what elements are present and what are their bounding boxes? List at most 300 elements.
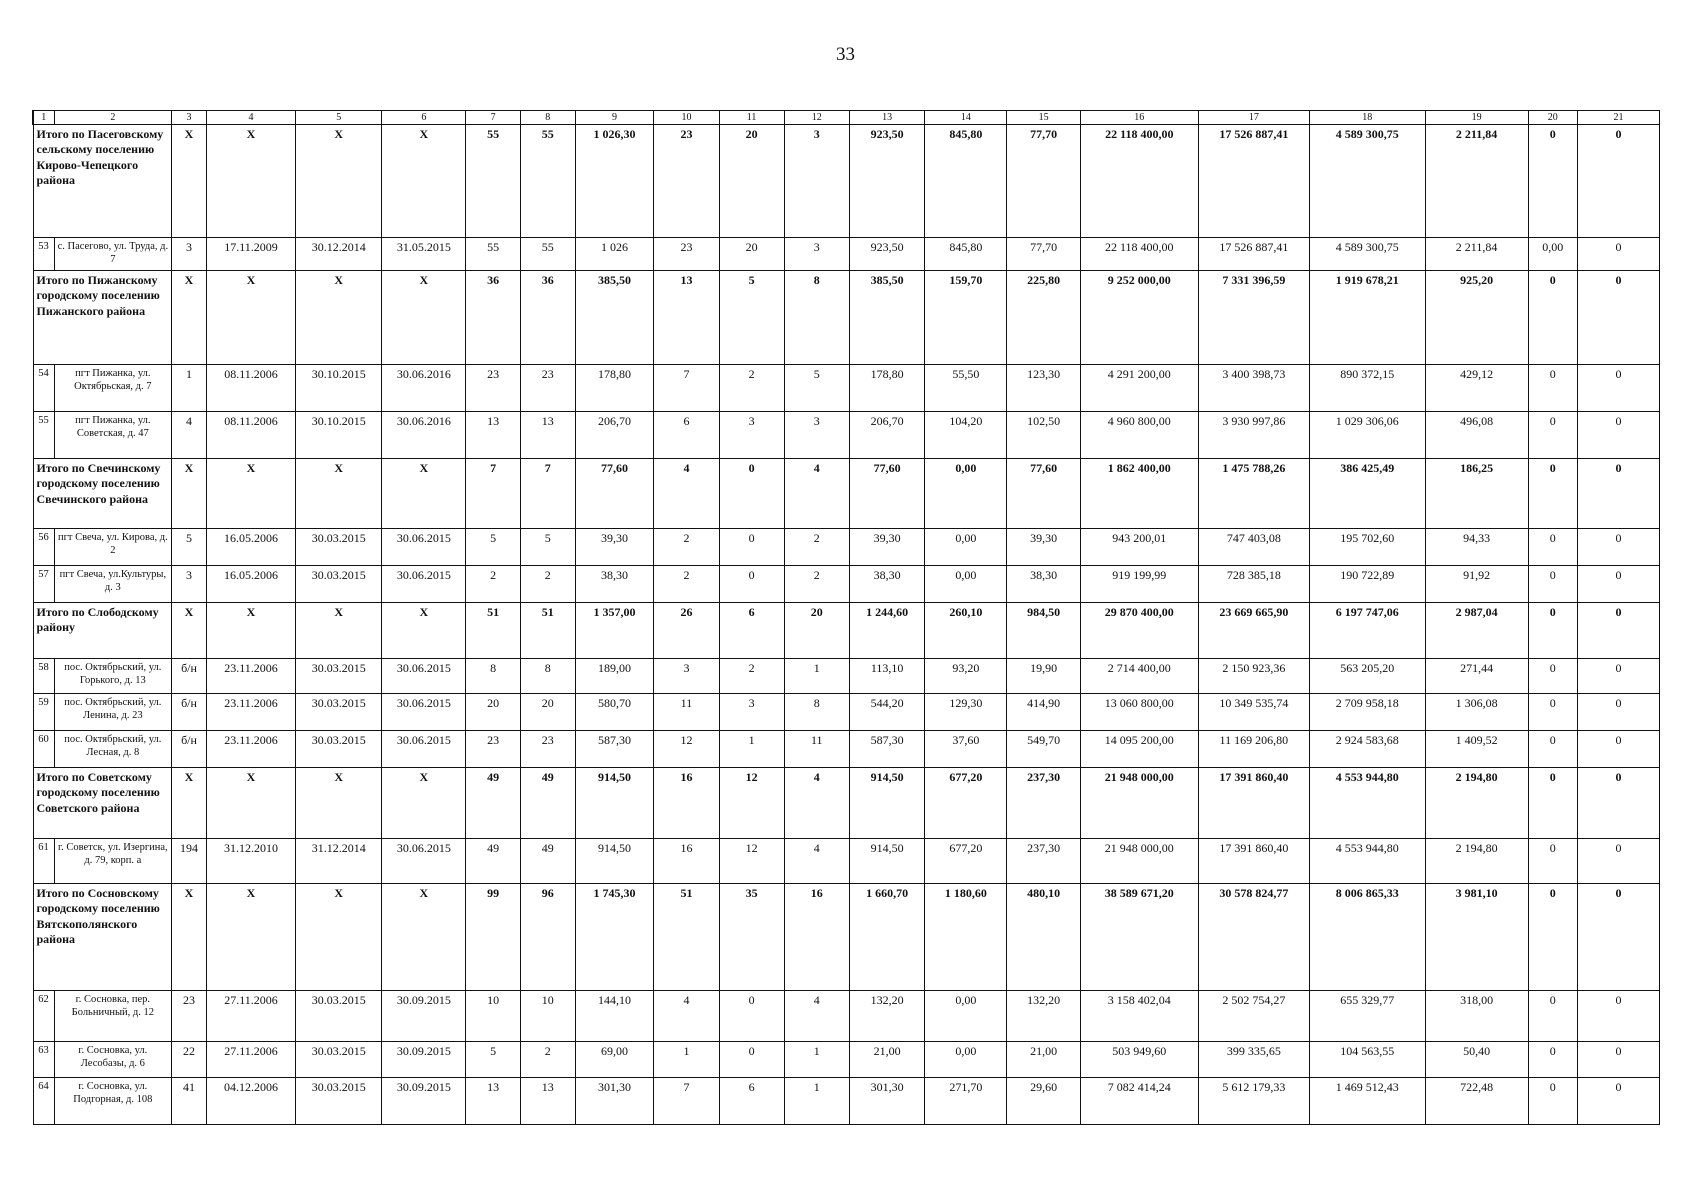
data-cell: 503 949,60 [1080,1042,1198,1078]
data-cell: 13 [466,412,521,459]
data-cell: 04.12.2006 [206,1078,295,1125]
data-cell: 49 [466,839,521,884]
data-cell: 549,70 [1007,731,1081,768]
data-cell: 77,60 [1007,459,1081,529]
column-number-cell: 2 [54,111,172,125]
data-cell: 194 [172,839,207,884]
data-cell: 4 [784,839,849,884]
data-cell: X [296,125,382,238]
data-cell: 41 [172,1078,207,1125]
data-cell: 0 [1528,365,1577,412]
data-cell: 0 [1528,694,1577,731]
data-cell: 3 [784,238,849,271]
data-cell: 29,60 [1007,1078,1081,1125]
data-cell: 10 [466,991,521,1042]
data-cell: 0 [1577,659,1659,694]
data-cell: 20 [784,603,849,659]
data-cell: 195 702,60 [1310,529,1426,566]
data-cell: 0,00 [1528,238,1577,271]
data-cell: 20 [719,125,784,238]
data-cell: 7 [466,459,521,529]
data-cell: 2 194,80 [1425,839,1528,884]
data-cell: 22 [172,1042,207,1078]
data-cell: 2 [654,566,719,603]
data-cell: 23 [654,125,719,238]
row-number: 59 [33,694,54,731]
data-cell: 1 357,00 [575,603,654,659]
table-row [33,839,1660,884]
data-cell: 55 [520,238,575,271]
data-cell: X [206,603,295,659]
data-cell: 1 409,52 [1425,731,1528,768]
data-cell: 5 [784,365,849,412]
data-cell: 914,50 [849,768,925,839]
address-cell: г. Сосновка, пер. Больничный, д. 12 [54,991,172,1042]
data-cell: 159,70 [925,271,1007,365]
data-cell: 178,80 [849,365,925,412]
data-cell: б/н [172,731,207,768]
data-cell: 0 [1577,271,1659,365]
data-cell: 0 [1528,1042,1577,1078]
address-cell: пос. Октябрьский, ул. Ленина, д. 23 [54,694,172,731]
address-cell: с. Пасегово, ул. Труда, д. 7 [54,238,172,271]
table-body [33,111,1660,1125]
data-cell: 91,92 [1425,566,1528,603]
data-cell: 0,00 [925,459,1007,529]
data-cell: 1 [784,1042,849,1078]
column-number-cell: 18 [1310,111,1426,125]
column-number-cell: 5 [296,111,382,125]
data-cell: 2 [466,566,521,603]
data-cell: X [296,884,382,991]
data-cell: 36 [466,271,521,365]
data-cell: 237,30 [1007,839,1081,884]
data-cell: 2 [719,659,784,694]
row-number: 55 [33,412,54,459]
column-number-cell: 19 [1425,111,1528,125]
data-cell: 4 553 944,80 [1310,768,1426,839]
data-cell: 38 589 671,20 [1080,884,1198,991]
data-cell: 0 [1577,459,1659,529]
data-cell: 5 [466,1042,521,1078]
data-cell: 0 [1528,659,1577,694]
data-cell: X [382,125,466,238]
data-cell: 1 026 [575,238,654,271]
column-number-cell: 16 [1080,111,1198,125]
data-cell: 544,20 [849,694,925,731]
data-cell: 0 [1577,768,1659,839]
column-number-cell: 6 [382,111,466,125]
data-cell: X [206,459,295,529]
data-cell: 14 095 200,00 [1080,731,1198,768]
data-cell: 55 [466,125,521,238]
data-cell: 186,25 [1425,459,1528,529]
data-cell: 38,30 [575,566,654,603]
data-cell: 747 403,08 [1198,529,1309,566]
data-cell: 0 [1528,459,1577,529]
column-number-cell: 3 [172,111,207,125]
data-cell: 31.12.2010 [206,839,295,884]
data-cell: 0 [1528,731,1577,768]
data-cell: 13 [520,412,575,459]
data-cell: X [172,884,207,991]
data-cell: 0 [1577,412,1659,459]
data-cell: 206,70 [575,412,654,459]
data-cell: 1 919 678,21 [1310,271,1426,365]
data-cell: 10 349 535,74 [1198,694,1309,731]
data-cell: 22 118 400,00 [1080,238,1198,271]
data-cell: 4 [654,459,719,529]
data-cell: 30.06.2016 [382,365,466,412]
data-cell: 0 [1577,1078,1659,1125]
data-cell: 0 [1528,566,1577,603]
data-cell: 1 029 306,06 [1310,412,1426,459]
subtotal-row [33,884,1660,991]
data-cell: 0 [1528,839,1577,884]
data-cell: 21,00 [1007,1042,1081,1078]
data-cell: 1 026,30 [575,125,654,238]
data-cell: 49 [520,768,575,839]
data-cell: 1 660,70 [849,884,925,991]
data-cell: 2 502 754,27 [1198,991,1309,1042]
data-cell: 0 [1528,603,1577,659]
table-row [33,1042,1660,1078]
data-cell: 8 [784,271,849,365]
data-cell: 722,48 [1425,1078,1528,1125]
data-cell: 17 526 887,41 [1198,238,1309,271]
data-cell: 2 [719,365,784,412]
data-cell: 17 391 860,40 [1198,839,1309,884]
data-cell: 385,50 [575,271,654,365]
data-cell: 30.06.2015 [382,659,466,694]
data-cell: 1 469 512,43 [1310,1078,1426,1125]
housing-program-table [32,110,1660,1125]
data-cell: 5 [172,529,207,566]
data-cell: 1 475 788,26 [1198,459,1309,529]
data-cell: 3 400 398,73 [1198,365,1309,412]
column-number-row [33,111,1660,125]
data-cell: 1 862 400,00 [1080,459,1198,529]
data-cell: 728 385,18 [1198,566,1309,603]
data-cell: 4 553 944,80 [1310,839,1426,884]
data-cell: 914,50 [575,839,654,884]
data-cell: X [382,271,466,365]
data-cell: X [172,271,207,365]
data-cell: 4 [784,991,849,1042]
column-number-cell: 8 [520,111,575,125]
row-number: 53 [33,238,54,271]
data-cell: 0 [1528,991,1577,1042]
data-cell: 39,30 [849,529,925,566]
data-cell: 13 [654,271,719,365]
data-cell: 77,70 [1007,238,1081,271]
data-cell: 7 [654,1078,719,1125]
address-cell: пос. Октябрьский, ул. Горького, д. 13 [54,659,172,694]
data-cell: 0,00 [925,529,1007,566]
address-cell: пгт Свеча, ул.Культуры, д. 3 [54,566,172,603]
data-cell: б/н [172,694,207,731]
data-cell: 923,50 [849,238,925,271]
data-cell: 301,30 [849,1078,925,1125]
data-cell: 23.11.2006 [206,731,295,768]
subtotal-name: Итого по Пасеговскому сельскому поселению Кирово-Чепецкого района [33,125,172,238]
data-cell: 55 [520,125,575,238]
data-cell: X [382,459,466,529]
subtotal-name: Итого по Советскому городскому поселению Советского района [33,768,172,839]
data-cell: 0 [1577,694,1659,731]
table-row [33,529,1660,566]
row-number: 54 [33,365,54,412]
data-cell: 4 589 300,75 [1310,238,1426,271]
subtotal-row [33,271,1660,365]
data-cell: 2 150 923,36 [1198,659,1309,694]
data-cell: 1 745,30 [575,884,654,991]
data-cell: 1 [654,1042,719,1078]
data-cell: X [296,271,382,365]
data-cell: 50,40 [1425,1042,1528,1078]
data-cell: 3 981,10 [1425,884,1528,991]
data-cell: 925,20 [1425,271,1528,365]
data-cell: X [172,125,207,238]
data-cell: 23 [466,731,521,768]
address-cell: г. Сосновка, ул. Лесобазы, д. 6 [54,1042,172,1078]
data-cell: 20 [466,694,521,731]
data-cell: 30.03.2015 [296,731,382,768]
data-cell: 271,44 [1425,659,1528,694]
data-cell: 225,80 [1007,271,1081,365]
data-cell: 31.12.2014 [296,839,382,884]
table-row [33,566,1660,603]
data-cell: 16 [784,884,849,991]
data-cell: 0 [1577,1042,1659,1078]
data-cell: 429,12 [1425,365,1528,412]
data-cell: 38,30 [1007,566,1081,603]
data-cell: 1 [784,1078,849,1125]
data-cell: 2 709 958,18 [1310,694,1426,731]
data-cell: 655 329,77 [1310,991,1426,1042]
table-row [33,731,1660,768]
column-number-cell: 12 [784,111,849,125]
data-cell: 132,20 [1007,991,1081,1042]
address-cell: пгт Свеча, ул. Кирова, д. 2 [54,529,172,566]
data-cell: 9 252 000,00 [1080,271,1198,365]
data-cell: 480,10 [1007,884,1081,991]
subtotal-row [33,768,1660,839]
data-cell: 0 [719,1042,784,1078]
data-cell: 12 [719,839,784,884]
data-cell: 4 960 800,00 [1080,412,1198,459]
data-cell: 0 [1577,731,1659,768]
data-cell: 10 [520,991,575,1042]
data-cell: 37,60 [925,731,1007,768]
data-cell: 99 [466,884,521,991]
data-cell: 301,30 [575,1078,654,1125]
column-number-cell: 9 [575,111,654,125]
data-cell: 5 612 179,33 [1198,1078,1309,1125]
data-cell: 385,50 [849,271,925,365]
data-cell: 4 [172,412,207,459]
data-cell: 2 [654,529,719,566]
data-cell: 2 987,04 [1425,603,1528,659]
table-row [33,412,1660,459]
data-cell: 7 082 414,24 [1080,1078,1198,1125]
data-cell: 08.11.2006 [206,412,295,459]
data-cell: 271,70 [925,1078,1007,1125]
data-cell: 23 [466,365,521,412]
data-cell: 17.11.2009 [206,238,295,271]
data-cell: 104,20 [925,412,1007,459]
data-cell: 4 589 300,75 [1310,125,1426,238]
data-cell: 2 211,84 [1425,238,1528,271]
data-cell: X [296,768,382,839]
data-cell: 4 [654,991,719,1042]
data-cell: 0 [1577,566,1659,603]
subtotal-name: Итого по Пижанскому городскому поселению Пижанского района [33,271,172,365]
data-cell: 21 948 000,00 [1080,839,1198,884]
data-cell: 13 [520,1078,575,1125]
data-cell: 5 [466,529,521,566]
data-cell: 3 930 997,86 [1198,412,1309,459]
address-cell: пгт Пижанка, ул. Советская, д. 47 [54,412,172,459]
data-cell: X [206,125,295,238]
data-cell: 30.03.2015 [296,1078,382,1125]
data-cell: 20 [520,694,575,731]
data-cell: 12 [654,731,719,768]
column-number-cell: 13 [849,111,925,125]
column-number-cell: 21 [1577,111,1659,125]
data-cell: 580,70 [575,694,654,731]
data-cell: 16.05.2006 [206,566,295,603]
data-cell: 3 [719,694,784,731]
data-cell: X [382,884,466,991]
data-cell: 30.06.2015 [382,566,466,603]
data-cell: 914,50 [575,768,654,839]
data-cell: X [206,768,295,839]
data-cell: 30.10.2015 [296,412,382,459]
data-cell: 30.03.2015 [296,694,382,731]
data-cell: 20 [719,238,784,271]
table-row [33,365,1660,412]
data-cell: 0 [1577,529,1659,566]
data-cell: 3 [784,125,849,238]
data-cell: 4 [784,459,849,529]
data-cell: 21 948 000,00 [1080,768,1198,839]
row-number: 63 [33,1042,54,1078]
data-cell: 16 [654,839,719,884]
data-cell: 17 391 860,40 [1198,768,1309,839]
subtotal-name: Итого по Сосновскому городскому поселению Вятскополянского района [33,884,172,991]
subtotal-name: Итого по Слободскому району [33,603,172,659]
data-cell: 55,50 [925,365,1007,412]
data-cell: 984,50 [1007,603,1081,659]
data-cell: 30.06.2016 [382,412,466,459]
data-cell: 260,10 [925,603,1007,659]
data-cell: 27.11.2006 [206,991,295,1042]
data-cell: 13 [466,1078,521,1125]
data-cell: 3 [172,566,207,603]
data-cell: 845,80 [925,125,1007,238]
data-cell: 30.03.2015 [296,566,382,603]
data-cell: 30.03.2015 [296,529,382,566]
data-cell: 23.11.2006 [206,659,295,694]
data-cell: 26 [654,603,719,659]
data-cell: 0,00 [925,566,1007,603]
data-cell: 178,80 [575,365,654,412]
column-number-cell: 20 [1528,111,1577,125]
data-cell: 2 [520,566,575,603]
data-cell: 0 [719,459,784,529]
data-cell: 5 [719,271,784,365]
data-cell: 35 [719,884,784,991]
data-cell: 30.09.2015 [382,1042,466,1078]
data-cell: 30.03.2015 [296,659,382,694]
data-cell: 206,70 [849,412,925,459]
data-cell: 39,30 [1007,529,1081,566]
data-cell: 7 331 396,59 [1198,271,1309,365]
data-cell: 30.06.2015 [382,839,466,884]
row-number: 61 [33,839,54,884]
data-cell: 496,08 [1425,412,1528,459]
data-cell: 0 [1577,125,1659,238]
data-cell: 189,00 [575,659,654,694]
data-cell: 51 [466,603,521,659]
data-cell: 3 [172,238,207,271]
data-cell: 21,00 [849,1042,925,1078]
data-cell: 29 870 400,00 [1080,603,1198,659]
column-number-cell: 4 [206,111,295,125]
subtotal-name: Итого по Свечинскому городскому поселению Свечинского района [33,459,172,529]
data-cell: 123,30 [1007,365,1081,412]
table-row [33,991,1660,1042]
data-cell: 27.11.2006 [206,1042,295,1078]
data-cell: X [172,459,207,529]
row-number: 62 [33,991,54,1042]
data-cell: 6 [719,603,784,659]
data-cell: 30.03.2015 [296,991,382,1042]
data-cell: 30.12.2014 [296,238,382,271]
column-number-cell: 17 [1198,111,1309,125]
data-cell: 69,00 [575,1042,654,1078]
data-cell: 4 291 200,00 [1080,365,1198,412]
data-cell: 2 194,80 [1425,768,1528,839]
data-cell: 17 526 887,41 [1198,125,1309,238]
data-cell: 3 [654,659,719,694]
address-cell: пос. Октябрьский, ул. Лесная, д. 8 [54,731,172,768]
data-cell: 31.05.2015 [382,238,466,271]
data-cell: 0 [1528,529,1577,566]
data-cell: 587,30 [575,731,654,768]
data-cell: 13 060 800,00 [1080,694,1198,731]
data-cell: 0 [1528,884,1577,991]
data-cell: 414,90 [1007,694,1081,731]
data-cell: 7 [654,365,719,412]
data-cell: 30.06.2015 [382,731,466,768]
data-cell: 890 372,15 [1310,365,1426,412]
data-cell: 08.11.2006 [206,365,295,412]
data-cell: 0 [1528,412,1577,459]
data-cell: 30.09.2015 [382,991,466,1042]
table-row [33,238,1660,271]
data-cell: 0 [719,566,784,603]
data-cell: 23 669 665,90 [1198,603,1309,659]
data-cell: 2 714 400,00 [1080,659,1198,694]
data-cell: 49 [520,839,575,884]
data-cell: 129,30 [925,694,1007,731]
address-cell: г. Сосновка, ул. Подгорная, д. 108 [54,1078,172,1125]
data-cell: 77,60 [849,459,925,529]
data-cell: 923,50 [849,125,925,238]
data-cell: 1 [719,731,784,768]
